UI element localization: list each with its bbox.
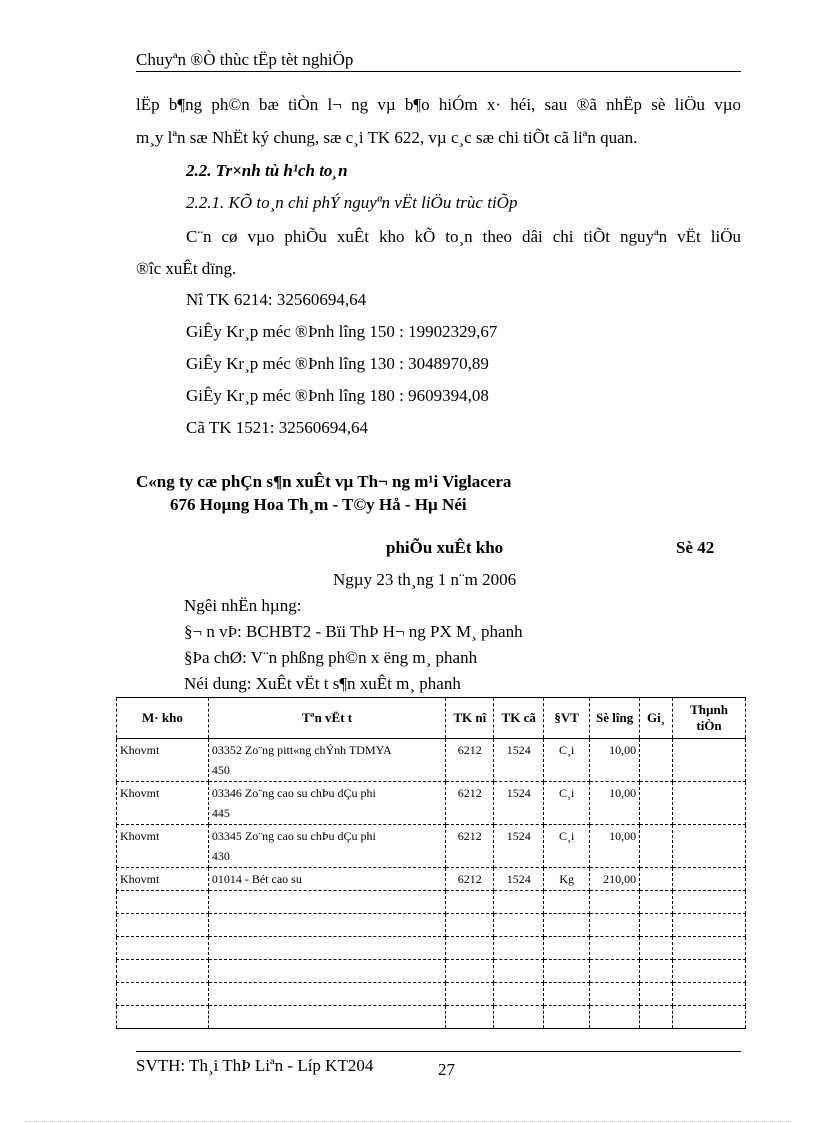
- cell-kho: Khovmt: [117, 739, 209, 782]
- table-row-empty: [117, 1006, 746, 1029]
- col-header-unit: §VT: [544, 698, 590, 739]
- col-header-tk-no: TK nî: [446, 698, 494, 739]
- cell-name: [208, 782, 445, 825]
- materials-table: [116, 697, 746, 1029]
- cell-tk-co: 1524: [494, 739, 544, 782]
- table-row: [117, 782, 746, 825]
- voucher-receiver: Ngêi nhËn hµng:: [184, 596, 302, 615]
- paragraph-2-line-1: C¨n cø vµo phiÕu xuÊt kho kÕ to¸n theo dâi chi tiÕt nguyªn vËt liÖu: [186, 227, 741, 246]
- table-row-empty: [117, 891, 746, 914]
- cell-tk-no: 6212: [446, 782, 494, 825]
- cell-tk-co: 1524: [494, 782, 544, 825]
- cell-unit: Kg: [544, 868, 590, 891]
- cell-tk-no: 6212: [446, 868, 494, 891]
- table-row-empty: [117, 983, 746, 1006]
- paragraph-1-line-1: lËp b¶ng ph©n bæ tiÒn l¬ ng vµ b¶o hiÓm x· héi, sau ®ã nhËp sè liÖu vµo: [136, 95, 741, 114]
- paragraph-2-line-2: ®îc xuÊt dïng.: [136, 259, 237, 278]
- entry-line: GiÊy Kr¸p méc ®Þnh lîng 150 : 19902329,67: [186, 322, 498, 341]
- col-header-amount: Thµnh tiÒn: [673, 698, 746, 739]
- section-heading: 2.2. Tr×nh tù h¹ch to¸n: [186, 161, 348, 180]
- col-header-price: Gi¸: [640, 698, 673, 739]
- col-header-quantity: Sè lîng: [590, 698, 640, 739]
- cell-quantity: 10,00: [590, 739, 640, 782]
- cell-tk-co: 1524: [494, 825, 544, 868]
- page-header-title: Chuyªn ®Ò thùc tËp tèt nghiÖp: [136, 50, 354, 69]
- cell-name-line-1: 03345 Zo¨ng cao su chÞu dÇu phi: [211, 829, 376, 843]
- cell-kho: Khovmt: [117, 868, 209, 891]
- cell-name: 01014 - Bét cao su: [208, 868, 445, 891]
- page-bottom-edge: [25, 1121, 791, 1122]
- cell-amount: [673, 782, 746, 825]
- cell-price: [640, 825, 673, 868]
- cell-name: [208, 739, 445, 782]
- cell-price: [640, 782, 673, 825]
- entry-line: GiÊy Kr¸p méc ®Þnh lîng 180 : 9609394,08: [186, 386, 489, 405]
- cell-name-line-1: 03352 Zo¨ng pitt«ng chÝnh TDMYA: [211, 743, 392, 757]
- cell-tk-co: 1524: [494, 868, 544, 891]
- cell-unit: C¸i: [544, 782, 590, 825]
- entry-debit: Nî TK 6214: 32560694,64: [186, 290, 367, 309]
- cell-kho: Khovmt: [117, 825, 209, 868]
- cell-name-line-2: 450: [211, 763, 230, 777]
- col-header-kho: M· kho: [117, 698, 209, 739]
- cell-price: [640, 739, 673, 782]
- company-name: C«ng ty cæ phÇn s¶n xuÊt vµ Th¬ ng m¹i Viglacera: [136, 472, 512, 491]
- voucher-content: Néi dung: XuÊt vËt t s¶n xuÊt m¸ phanh: [184, 674, 461, 693]
- footer-author: SVTH: Th¸i ThÞ Liªn - Líp KT204: [136, 1056, 374, 1075]
- col-header-tk-co: TK cã: [494, 698, 544, 739]
- paragraph-1-line-2: m¸y lªn sæ NhËt ký chung, sæ c¸i TK 622, vµ c¸c sæ chi tiÕt cã liªn quan.: [136, 128, 638, 147]
- cell-name: [208, 825, 445, 868]
- cell-name-line-2: 445: [211, 806, 230, 820]
- col-header-name: Tªn vËt t: [208, 698, 445, 739]
- cell-tk-no: 6212: [446, 825, 494, 868]
- cell-kho: Khovmt: [117, 782, 209, 825]
- table-header-row: [117, 698, 746, 739]
- cell-quantity: 210,00: [590, 868, 640, 891]
- cell-name-line-2: 430: [211, 849, 230, 863]
- footer-divider: [136, 1051, 741, 1052]
- table-row: [117, 825, 746, 868]
- cell-quantity: 10,00: [590, 825, 640, 868]
- entry-line: GiÊy Kr¸p méc ®Þnh lîng 130 : 3048970,89: [186, 354, 489, 373]
- page-number: 27: [438, 1060, 455, 1079]
- cell-price: [640, 868, 673, 891]
- header-divider: [136, 71, 741, 72]
- voucher-date: Ngµy 23 th¸ng 1 n¨m 2006: [333, 570, 517, 589]
- cell-amount: [673, 868, 746, 891]
- table-row-empty: [117, 960, 746, 983]
- cell-quantity: 10,00: [590, 782, 640, 825]
- table-row-empty: [117, 937, 746, 960]
- cell-amount: [673, 825, 746, 868]
- section-subheading: 2.2.1. KÕ to¸n chi phÝ nguyªn vËt liÖu trùc tiÕp: [186, 193, 518, 212]
- cell-unit: C¸i: [544, 825, 590, 868]
- cell-name-line-1: 03346 Zo¨ng cao su chÞu dÇu phi: [211, 786, 376, 800]
- voucher-unit: §¬ n vÞ: BCHBT2 - Bïi ThÞ H¬ ng PX M¸ phanh: [184, 622, 523, 641]
- company-address: 676 Hoµng Hoa Th¸m - T©y Hå - Hµ Néi: [170, 495, 467, 514]
- entry-credit: Cã TK 1521: 32560694,64: [186, 418, 368, 437]
- table-row: [117, 739, 746, 782]
- table-row-empty: [117, 914, 746, 937]
- voucher-address: §Þa chØ: V¨n phßng ph©n x ëng m¸ phanh: [184, 648, 478, 667]
- cell-tk-no: 6212: [446, 739, 494, 782]
- cell-amount: [673, 739, 746, 782]
- voucher-title: phiÕu xuÊt kho: [386, 538, 504, 557]
- cell-unit: C¸i: [544, 739, 590, 782]
- voucher-number: Sè 42: [676, 538, 715, 557]
- table-row: [117, 868, 746, 891]
